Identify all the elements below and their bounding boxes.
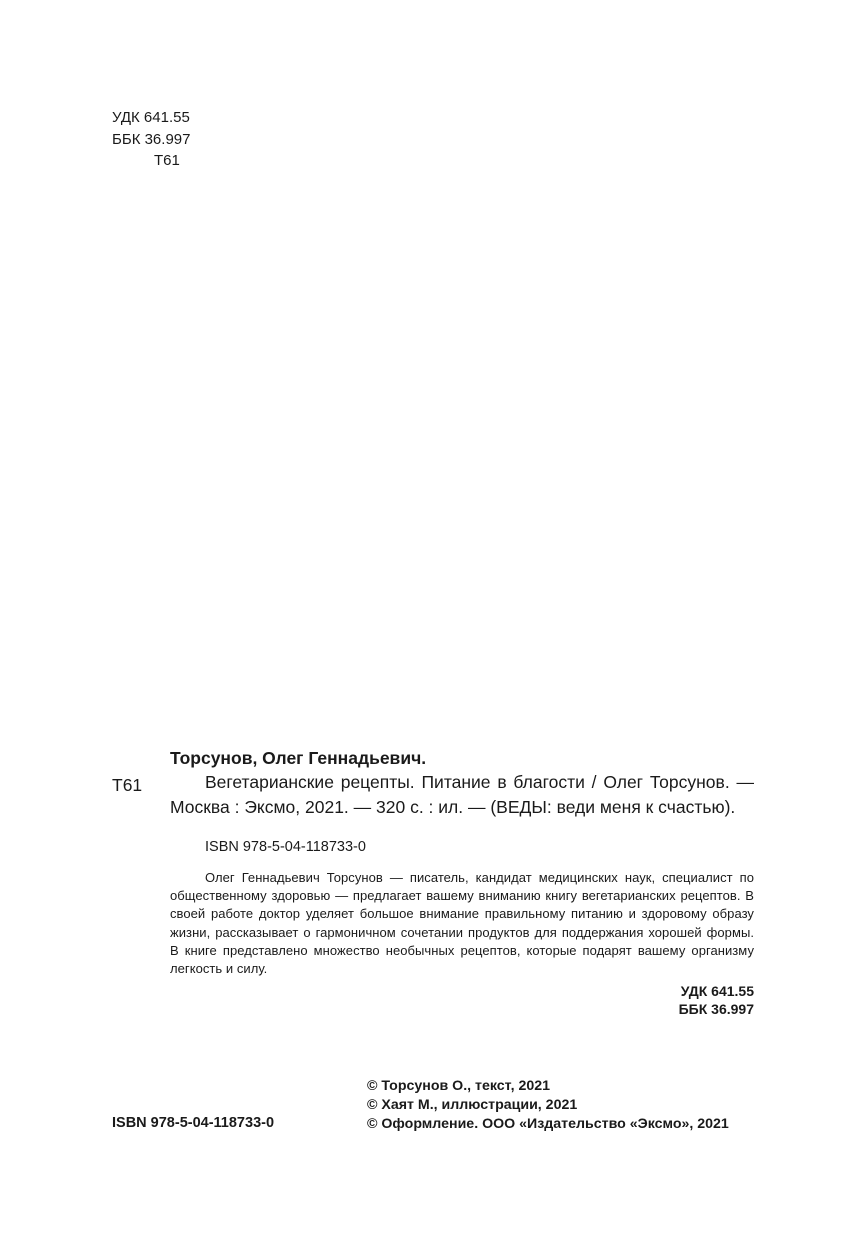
copyright-text: © Торсунов О., текст, 2021 bbox=[367, 1078, 551, 1094]
copyright-design: © Оформление. ООО «Издательство «Эксмо», 2021 bbox=[367, 1116, 729, 1132]
record-udk-code: УДК 641.55 bbox=[680, 983, 754, 1000]
record-isbn: ISBN 978-5-04-118733-0 bbox=[205, 839, 366, 855]
book-description: Вегетарианские рецепты. Питание в благости / Олег Торсунов. — Москва : Эксмо, 2021. — 320 с. : ил. — (ВЕДЫ: веди меня к счастью). bbox=[170, 772, 754, 817]
annotation-text: Олег Геннадьевич Торсунов — писатель, кандидат медицинских наук, специалист по общественному здоровью — предлагает вашему вниманию книгу вегетарианских рецептов. В своей работе доктор уделяет большое внимание правильному питанию и здоровому образу жизни, рассказывает о гармоничном сочетании продуктов для поддержания хорошей формы. В книге представлено множество необычных рецептов, которые подарят вашему организму легкость и силу. bbox=[170, 870, 754, 977]
classification-block-top bbox=[112, 107, 190, 172]
classification-block-bottom bbox=[170, 982, 754, 1018]
record-author-mark: Т61 bbox=[112, 775, 143, 795]
author-mark: Т61 bbox=[154, 152, 180, 169]
footer-isbn: ISBN 978-5-04-118733-0 bbox=[112, 1115, 275, 1131]
bbk-code: ББК 36.997 bbox=[112, 130, 191, 148]
bibliographic-record bbox=[170, 746, 754, 1018]
udk-code: УДК 641.55 bbox=[112, 109, 190, 126]
copyright-illustrations: © Хаят М., иллюстрации, 2021 bbox=[367, 1097, 578, 1113]
copyright-block bbox=[367, 1077, 729, 1134]
author-heading: Торсунов, Олег Геннадьевич. bbox=[170, 748, 427, 768]
record-bbk-code: ББК 36.997 bbox=[678, 1001, 754, 1018]
